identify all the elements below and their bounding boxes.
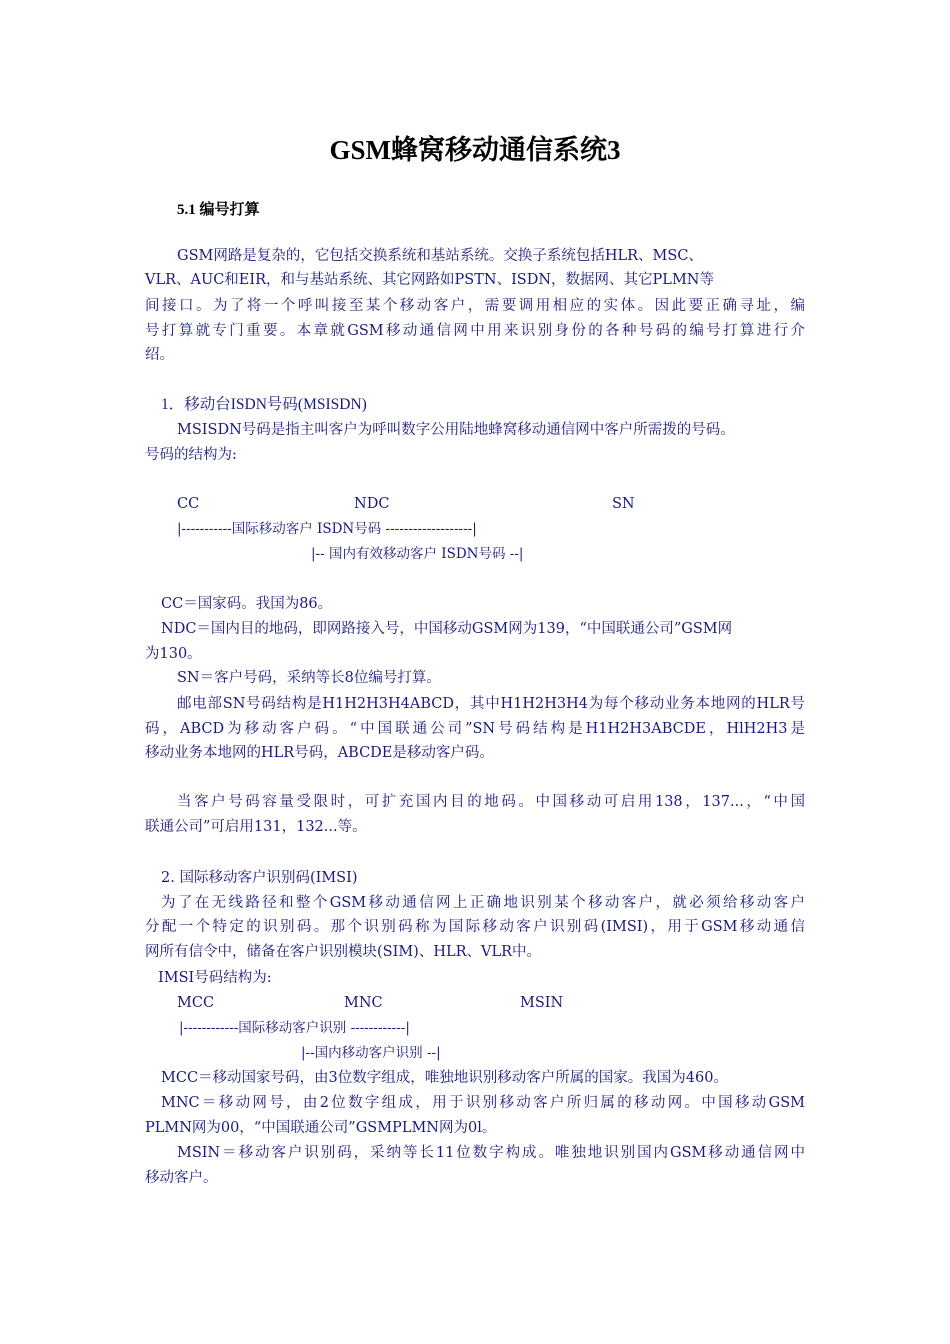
imsi-def-line: MCC＝移动国家号码，由3位数字组成，唯独地识别移动客户所属的国家。我国为460。 bbox=[161, 1070, 728, 1086]
imsi-desc-line: 分配一个特定的识别码。那个识别码称为国际移动客户识别码(IMSI)，用于GSM移动通信 bbox=[145, 919, 805, 935]
sn-structure-line: 移动业务本地网的HLR号码，ABCDE是移动客户码。 bbox=[145, 745, 494, 761]
msisdn-label-sn: SN bbox=[612, 496, 635, 512]
msisdn-def-line: 为130。 bbox=[145, 646, 202, 662]
imsi-structure-intro: IMSI号码结构为: bbox=[158, 970, 272, 986]
expansion-line: 当客户号码容量受限时，可扩充国内目的地码。中国移动可启用138，137...，“中国 bbox=[177, 794, 805, 810]
sn-structure-line: 邮电部SN号码结构是H1H2H3H4ABCD，其中H1H2H3H4为每个移动业务本地网的HLR号 bbox=[177, 696, 805, 712]
sn-structure-line: 码，ABCD为移动客户码。“中国联通公司”SN号码结构是H1H2H3ABCDE，HlH2H3是 bbox=[145, 721, 805, 737]
intro-line: 绍。 bbox=[145, 347, 174, 363]
section-heading: 5.1 编号打算 bbox=[177, 202, 260, 218]
imsi-def-line: 移动客户。 bbox=[145, 1170, 218, 1186]
intro-line: 号打算就专门重要。本章就GSM移动通信网中用来识别身份的各种号码的编号打算进行介 bbox=[145, 323, 805, 339]
imsi-def-line: MSIN＝移动客户识别码，采纳等长11位数字构成。唯独地识别国内GSM移动通信网中 bbox=[177, 1145, 805, 1161]
msisdn-desc-line: 号码的结构为: bbox=[145, 447, 237, 463]
imsi-def-line: MNC＝移动网号，由2位数字组成，用于识别移动客户所归属的移动网。中国移动GSM bbox=[161, 1095, 805, 1111]
imsi-label-mcc: MCC bbox=[177, 995, 215, 1011]
msisdn-def-line: SN＝客户号码，采纳等长8位编号打算。 bbox=[177, 670, 441, 686]
imsi-heading: 2. 国际移动客户识别码(IMSI) bbox=[161, 870, 358, 886]
msisdn-national-span: |-- 国内有效移动客户 ISDN号码 --| bbox=[311, 546, 524, 562]
msisdn-label-cc: CC bbox=[177, 496, 200, 512]
intro-line: GSM网路是复杂的，它包括交换系统和基站系统。交换子系统包括HLR、MSC、 bbox=[177, 248, 703, 264]
imsi-national-span: |--国内移动客户识别 --| bbox=[301, 1045, 441, 1061]
msisdn-heading: 1．移动台ISDN号码(MSISDN) bbox=[161, 396, 367, 413]
imsi-def-line: PLMN网为00，“中国联通公司”GSMPLMN网为0l。 bbox=[145, 1120, 497, 1136]
msisdn-def-line: NDC＝国内目的地码，即网路接入号，中国移动GSM网为139，“中国联通公司”GSM网 bbox=[161, 621, 733, 637]
expansion-line: 联通公司”可启用131，132...等。 bbox=[145, 819, 367, 835]
msisdn-label-ndc: NDC bbox=[354, 496, 390, 512]
document-title: GSM蜂窝移动通信系统3 bbox=[329, 135, 621, 165]
imsi-label-msin: MSIN bbox=[520, 995, 564, 1011]
msisdn-international-span: |-----------国际移动客户 ISDN号码 -------------------| bbox=[177, 521, 477, 537]
imsi-desc-line: 为了在无线路径和整个GSM移动通信网上正确地识别某个移动客户，就必须给移动客户 bbox=[161, 895, 805, 911]
intro-line: 间接口。为了将一个呼叫接至某个移动客户，需要调用相应的实体。因此要正确寻址，编 bbox=[145, 298, 805, 314]
imsi-label-mnc: MNC bbox=[344, 995, 383, 1011]
intro-line: VLR、AUC和EIR，和与基站系统、其它网路如PSTN、ISDN，数据网、其它PLMN等 bbox=[145, 272, 714, 288]
msisdn-def-line: CC＝国家码。我国为86。 bbox=[161, 596, 333, 612]
imsi-desc-line: 网所有信令中，储备在客户识别模块(SIM)、HLR、VLR中。 bbox=[145, 944, 542, 960]
msisdn-desc-line: MSISDN号码是指主叫客户为呼叫数字公用陆地蜂窝移动通信网中客户所需拨的号码。 bbox=[177, 422, 735, 438]
imsi-international-span: |------------国际移动客户识别 ------------| bbox=[179, 1020, 410, 1036]
